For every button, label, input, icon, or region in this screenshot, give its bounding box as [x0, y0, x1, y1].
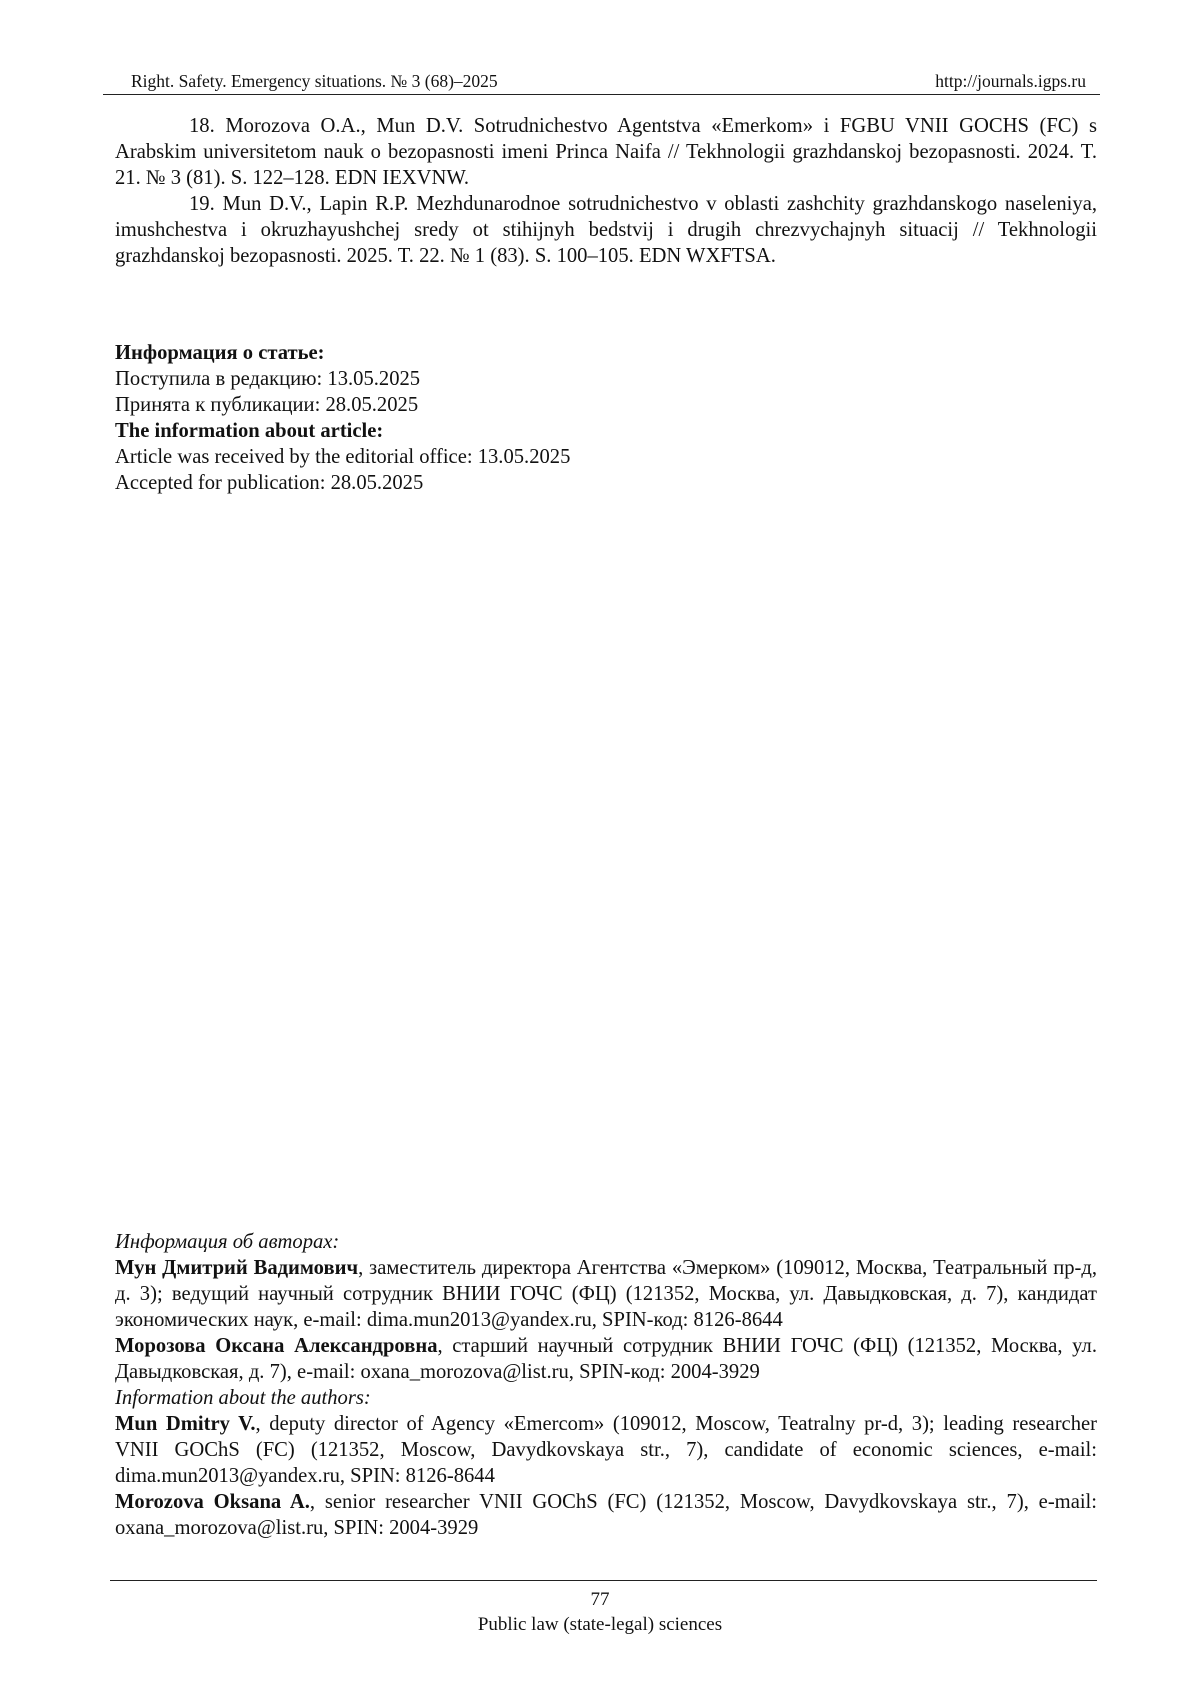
page-number: 77 — [590, 1589, 610, 1610]
footer-section: Public law (state-legal) sciences — [477, 1614, 723, 1635]
running-header — [103, 70, 1100, 95]
received-date-en: Article was received by the editorial office: 13.05.2025 — [115, 446, 571, 468]
author-2-details-en: , senior researcher VNII GOChS (FC) (121352, Moscow, Davydkovskaya str., 7), e-mail: oxana_morozova@list.ru, SPIN: 2004-3929 — [115, 1491, 1097, 1539]
reference-19: 19. Mun D.V., Lapin R.P. Mezhdunarodnoe sotrudnichestvo v oblasti zashchity grazhdanskogo naseleniya, imushchestva i okruzhayushchej sredy ot stihijnyh bedstvij i drugih chrezvychajnyh situacij // Tekhnologii grazhdanskoj bezopasnosti. 2025. T. 22. № 1 (83). S. 100–105. EDN WXFTSA. — [115, 193, 1097, 267]
author-1-details-ru: , заместитель директора Агентства «Эмерком» (109012, Москва, Театральный пр-д, д. 3); ведущий научный сотрудник ВНИИ ГОЧС (ФЦ) (121352, Москва, ул. Давыдковская, д. 7), кандидат экономических наук, e-mail: dima.mun2013@yandex.ru, SPIN-код: 8126-8644 — [115, 1257, 1097, 1331]
article-info — [115, 340, 1097, 496]
journal-title: Right. Safety. Emergency situations. № 3 (68)–2025 — [131, 71, 498, 91]
author-1-name-ru: Мун Дмитрий Вадимович — [115, 1257, 359, 1279]
author-2-name-ru: Морозова Оксана Александровна — [115, 1335, 438, 1357]
article-info-heading-en: The information about article: — [115, 420, 384, 442]
author-1-ru — [115, 1255, 1097, 1333]
authors-heading-en: Information about the authors: — [115, 1387, 371, 1409]
article-info-heading-ru: Информация о статье: — [115, 342, 325, 364]
footer-divider — [110, 1580, 1097, 1581]
reference-18: 18. Morozova O.A., Mun D.V. Sotrudnichestvo Agentstva «Emerkom» i FGBU VNII GOCHS (FC) s Arabskim universitetom nauk o bezopasnosti imeni Princa Naifa // Tekhnologii grazhdanskoj bezopasnosti. 2024. T. 21. № 3 (81). S. 122–128. EDN IEXVNW. — [115, 115, 1097, 189]
authors-info — [115, 1229, 1097, 1541]
reference-list — [115, 113, 1097, 269]
author-1-name-en: Mun Dmitry V. — [115, 1413, 256, 1435]
accepted-date-ru: Принята к публикации: 28.05.2025 — [115, 394, 419, 416]
authors-heading-ru: Информация об авторах: — [115, 1231, 340, 1253]
author-1-en — [115, 1411, 1097, 1489]
author-2-ru — [115, 1333, 1097, 1385]
author-1-details-en: , deputy director of Agency «Emercom» (109012, Moscow, Teatralny pr-d, 3); leading researcher VNII GOChS (FC) (121352, Moscow, Davydkovskaya str., 7), candidate of economic sciences, e-mail: dima.mun2013@yandex.ru, SPIN: 8126-8644 — [115, 1413, 1097, 1487]
accepted-date-en: Accepted for publication: 28.05.2025 — [115, 472, 424, 494]
author-2-name-en: Morozova Oksana A. — [115, 1491, 310, 1513]
author-2-details-ru: , старший научный сотрудник ВНИИ ГОЧС (ФЦ) (121352, Москва, ул. Давыдковская, д. 7), e-mail: oxana_morozova@list.ru, SPIN-код: 2004-3929 — [115, 1335, 1097, 1383]
received-date-ru: Поступила в редакцию: 13.05.2025 — [115, 368, 421, 390]
author-2-en — [115, 1489, 1097, 1541]
journal-url[interactable]: http://journals.igps.ru — [935, 71, 1086, 91]
